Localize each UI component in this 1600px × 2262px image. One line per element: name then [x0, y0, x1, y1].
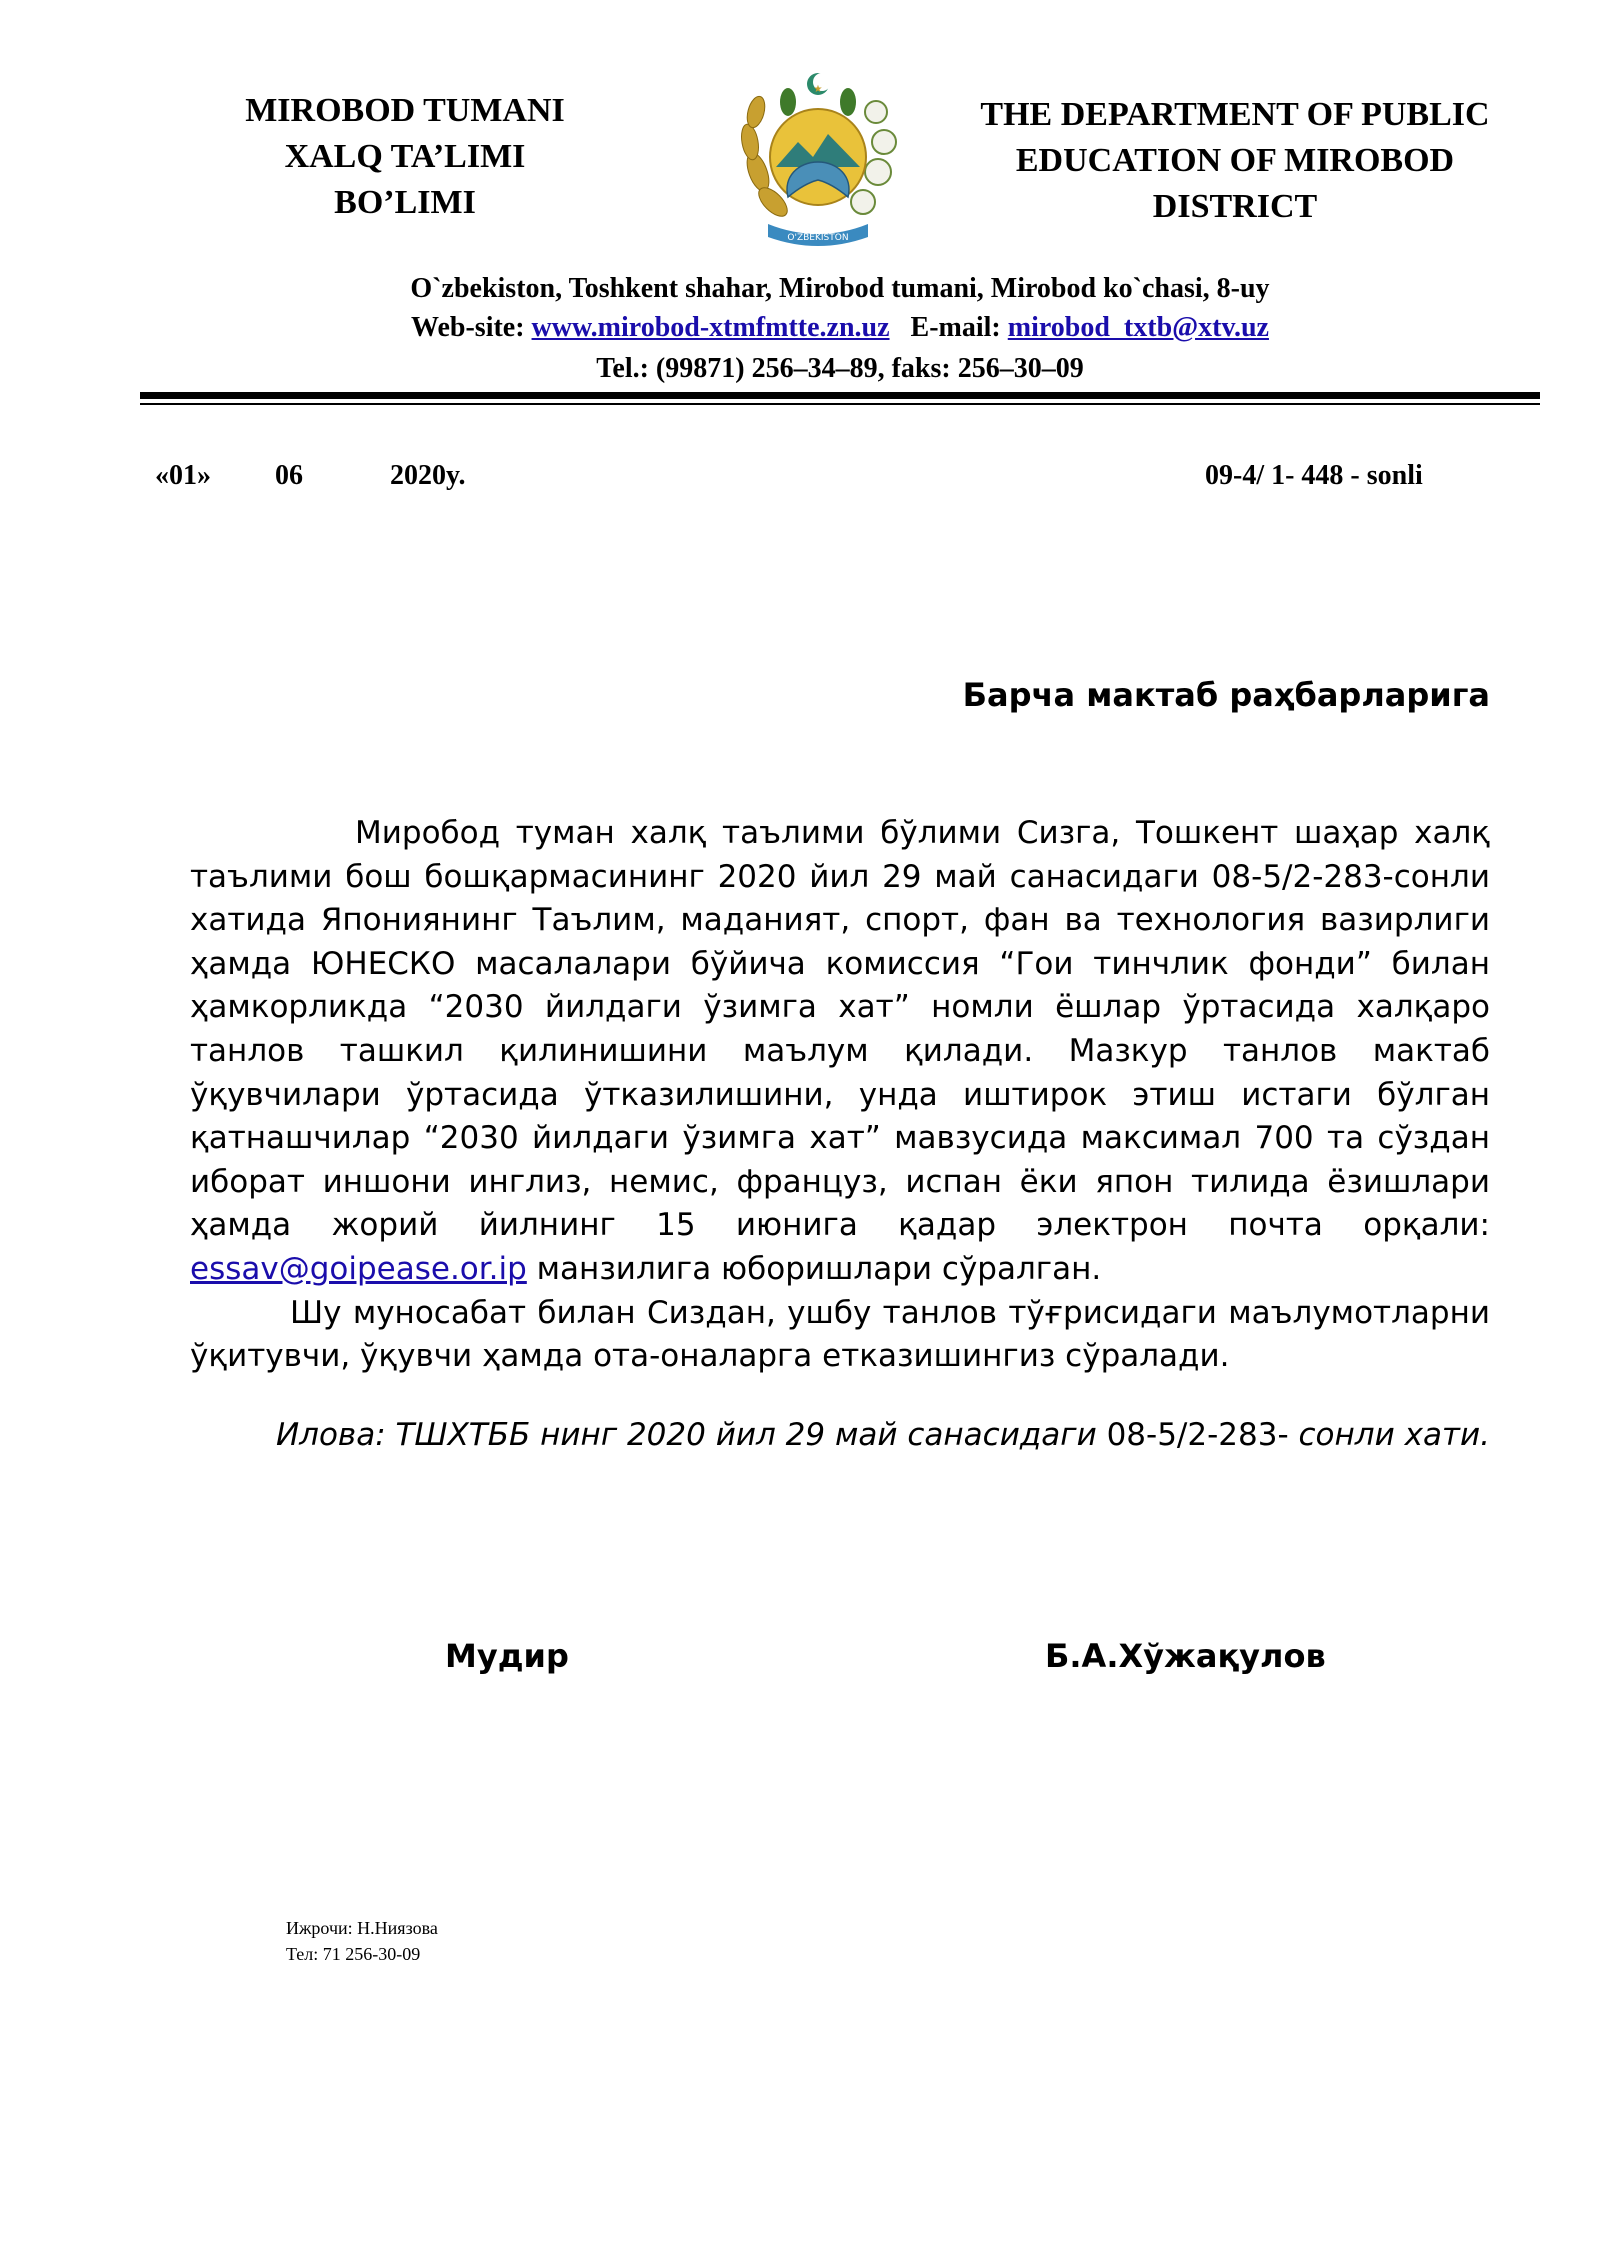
letter-year: 2020y. [390, 460, 466, 491]
header-left-line-3: BO’LIMI [334, 184, 476, 221]
header-left-line-1: MIROBOD TUMANI [245, 92, 565, 129]
letter-day: «01» [155, 460, 211, 491]
body-paragraph-1 [190, 812, 1490, 1292]
attachment-number: 08-5/2-283- [1096, 1417, 1299, 1453]
header-left-line-2: XALQ TA’LIMI [284, 138, 526, 175]
contest-email-link[interactable]: essav@goipease.or.ip [190, 1250, 527, 1287]
letter-body [190, 812, 1490, 1379]
contact-phone: Tel.: (99871) 256–34–89, faks: 256–30–09 [596, 353, 1084, 384]
state-emblem-icon [728, 62, 908, 252]
attachment-italic-end: сонли хати. [1298, 1417, 1490, 1453]
header-right-block [935, 92, 1535, 230]
header-right-line-3: DISTRICT [1152, 188, 1318, 225]
email-link[interactable]: mirobod_txtb@xtv.uz [1007, 312, 1269, 343]
signature-title: Мудир [445, 1637, 569, 1675]
body-p1-tail: манзилига юборишлари сўралган. [526, 1250, 1102, 1287]
executor-name: Ижрочи: Н.Ниязова [286, 1918, 438, 1938]
contact-address: O`zbekiston, Toshkent shahar, Mirobod tumani, Mirobod ko`chasi, 8-uy [410, 273, 1270, 304]
header-divider-thick [140, 392, 1540, 399]
email-label: E-mail: [910, 312, 1001, 343]
website-link[interactable]: www.mirobod-xtmfmtte.zn.uz [531, 312, 890, 343]
header-left-block [190, 88, 620, 226]
emblem-ribbon-text: O'ZBEKISTON [787, 233, 849, 243]
website-label: Web-site: [411, 312, 525, 343]
header-right-line-1: THE DEPARTMENT OF PUBLIC [980, 96, 1490, 133]
addressee: Барча мактаб раҳбарларига [962, 676, 1490, 714]
svg-text:★: ★ [813, 84, 823, 95]
body-paragraph-2: Шу муносабат билан Сиздан, ушбу танлов тўғрисидаги маълумотларни ўқитувчи, ўқувчи ҳамда ота-оналарга етказишингиз сўралади. [190, 1294, 1490, 1375]
contact-web-email [140, 309, 1540, 347]
header-right-line-2: EDUCATION OF MIROBOD [1015, 142, 1455, 179]
attachment-italic: Илова: ТШХТББ нинг 2020 йил 29 май санасидаги [275, 1417, 1097, 1453]
signature-name: Б.А.Хўжақулов [1045, 1637, 1326, 1675]
executor-info [286, 1915, 438, 1967]
attachment-note [190, 1417, 1490, 1453]
registration-number: 09-4/ 1- 448 - sonli [1205, 460, 1423, 491]
letter-month: 06 [275, 460, 303, 491]
body-p1-text: Миробод туман халқ таълими бўлими Сизга, Тошкент шаҳар халқ таълими бош бошқармасининг 2020 йил 29 май санасидаги 08-5/2-283-сонли хатида Япониянинг Таълим, маданият, спорт, фан ва технология вазирлиги ҳамда ЮНЕСКО масалалари бўйича комиссия “Гои тинчлик фонди” билан ҳамкорликда “2030 йилдаги ўзимга хат” номли ёшлар ўртасида халқаро танлов ташкил қилинишини маълум қилади. Мазкур танлов мактаб ўқувчилари ўртасида ўтказилишини, унда иштирок этиш истаги бўлган қатнашчилар “2030 йилдаги ўзимга хат” мавзусида максимал 700 та сўздан иборат иншони инглиз, немис, француз, испан ёки япон тилида ёзишлари ҳамда жорий йилнинг 15 июнига қадар электрон почта орқали: [190, 815, 1490, 1244]
header-divider-thin [140, 403, 1540, 405]
executor-phone: Тел: 71 256-30-09 [286, 1944, 421, 1964]
